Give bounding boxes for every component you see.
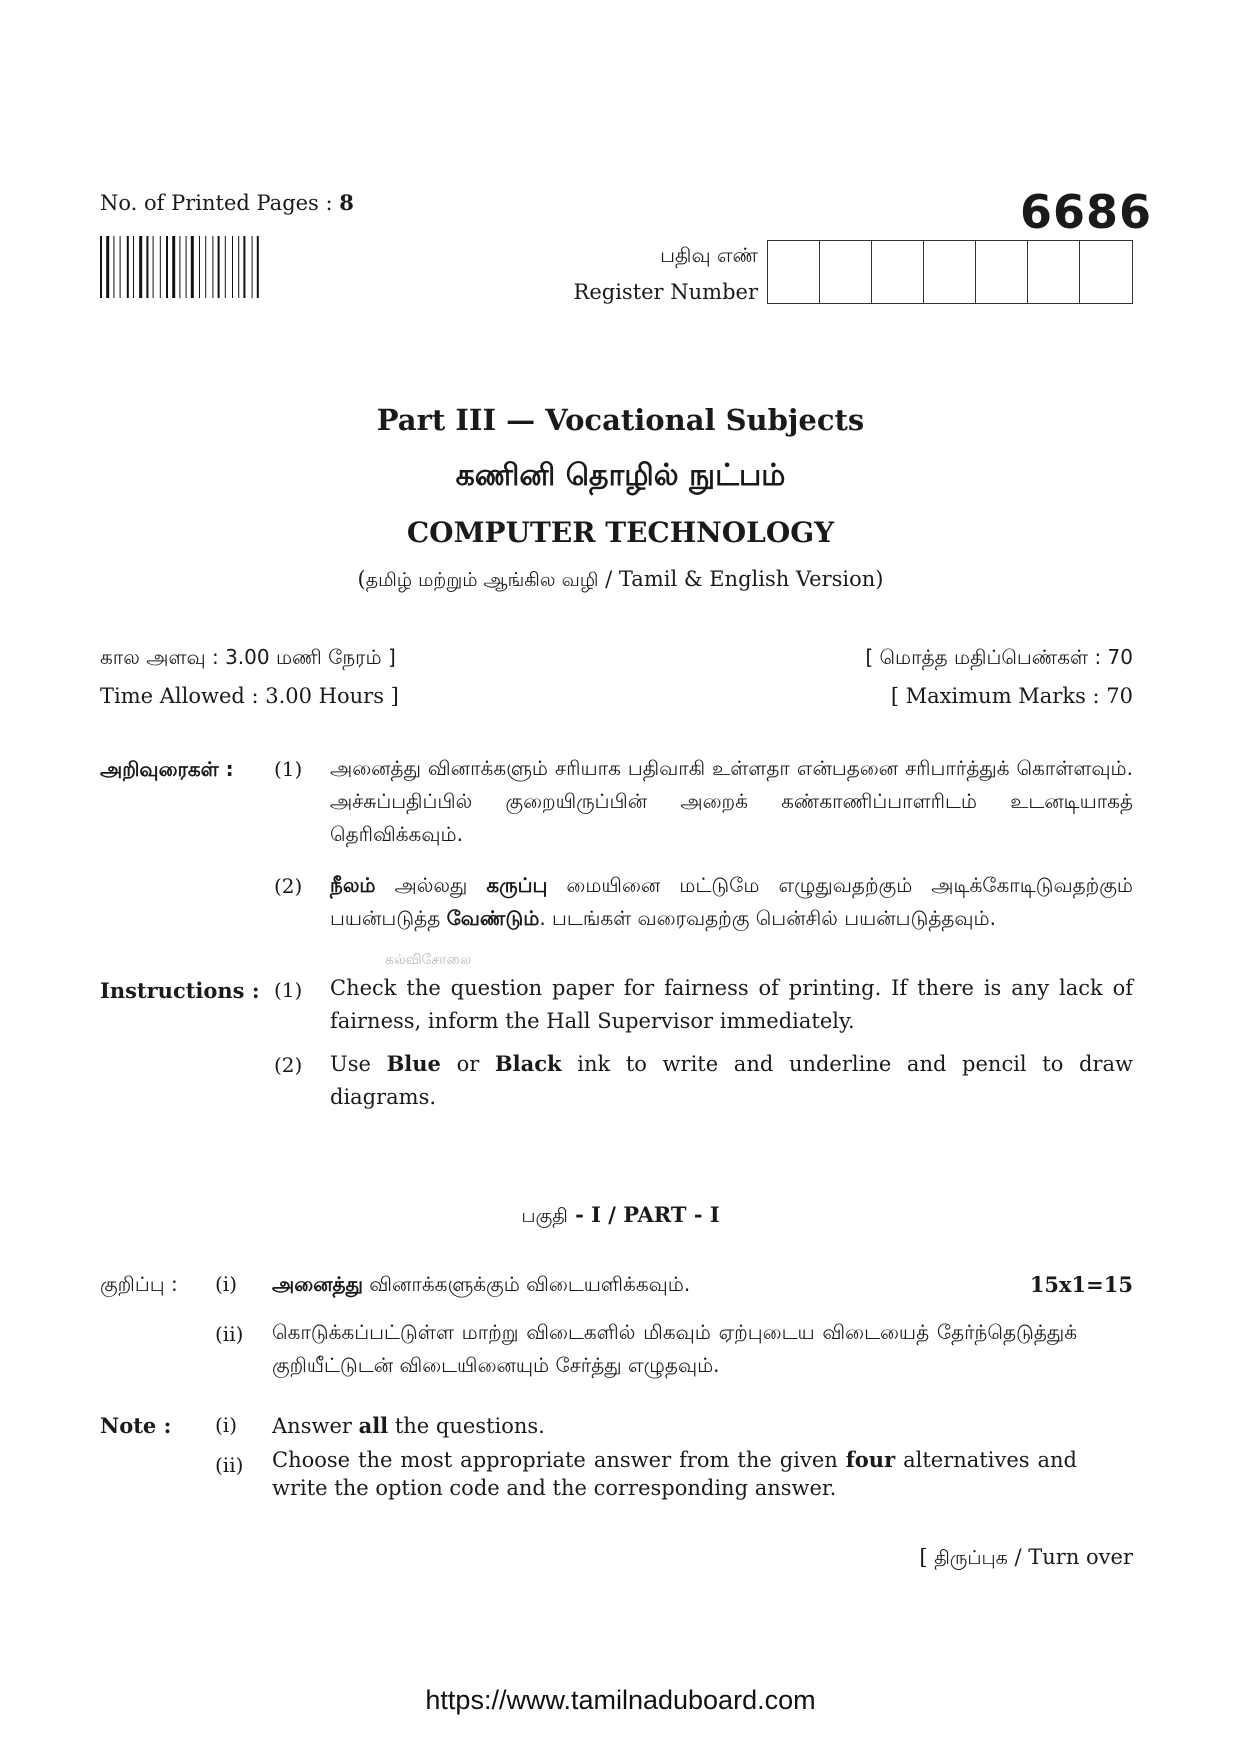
turn-over-tamil: திருப்புக [934,1547,1008,1569]
note-text-tamil: கொடுக்கப்பட்டுள்ள மாற்று விடைகளில் மிகவும் ஏற்புடைய விடையைத் தேர்ந்தெடுத்துக் குறியீட்டுடன் விடையினையும் சேர்த்து எழுதவும். [272,1320,1077,1377]
text-segment: அல்லது [375,873,487,897]
note-number: (ii) [215,1322,244,1346]
instruction-text-tamil [330,869,1133,935]
section-heading-english: - I / PART - I [567,1202,720,1227]
register-digit-box[interactable] [820,241,872,303]
note-number: (ii) [215,1453,244,1477]
text-segment: or [440,1052,495,1076]
register-digit-box[interactable] [976,241,1028,303]
note-text-english [272,1446,1077,1502]
instructions-label-english: Instructions : [100,978,260,1003]
emph-blue-tamil: நீலம் [330,873,376,897]
barcode-icon [100,236,315,298]
printed-pages-line [100,190,354,215]
note-number: (i) [215,1413,238,1437]
text-segment: Answer [272,1414,359,1438]
section-heading-tamil: பகுதி [521,1205,568,1227]
text-segment: the questions. [388,1414,545,1438]
emph-black: Black [494,1051,562,1076]
turn-over-note [700,1545,1133,1572]
emph-must-tamil: வேண்டும் [446,906,540,930]
register-label-tamil: பதிவு எண் [660,243,758,267]
text-segment: [ [919,1545,935,1569]
note-text-tamil [272,1272,690,1299]
emph-black-tamil: கருப்பு [486,873,548,897]
instruction-number: (1) [274,757,303,781]
instruction-number: (1) [274,978,303,1002]
version-open: ( [357,567,366,591]
instruction-text-english: Check the question paper for fairness of printing. If there is any lack of fairness, inform the Hall Supervisor immediately. [330,976,1133,1033]
part-title: Part III — Vocational Subjects [376,403,865,437]
emph-all-tamil: அனைத்து [272,1272,363,1296]
text-segment: . படங்கள் வரைவதற்கு பென்சில் பயன்படுத்தவும். [539,906,997,930]
text-segment: alternatives and write the option code and the corresponding answer. [272,1448,1077,1500]
version-english: / Tamil & English Version) [598,567,884,591]
instruction-text-tamil: அனைத்து வினாக்களும் சரியாக பதிவாகி உள்ளதா என்பதனை சரிபார்த்துக் கொள்ளவும். அச்சுப்பதிப்பில் குறையிருப்பின் அறைக் கண்காணிப்பாளரிடம் உடனடியாகத் தெரிவிக்கவும். [330,756,1133,846]
time-allowed-english: Time Allowed : 3.00 Hours ] [100,684,399,708]
turn-over-english: / Turn over [1007,1545,1133,1569]
note-text-english [272,1413,545,1438]
note-number: (i) [215,1272,238,1296]
register-digit-box[interactable] [1080,241,1132,303]
note-label-english: Note : [100,1413,172,1438]
text-segment: வினாக்களுக்கும் விடையளிக்கவும். [362,1272,691,1296]
text-segment: Choose the most appropriate answer from the given [272,1448,846,1472]
register-label-english: Register Number [573,280,758,304]
text-segment: ink to write and underline and pencil to draw diagrams. [330,1052,1133,1109]
register-digit-box[interactable] [768,241,820,303]
instruction-number: (2) [274,874,303,898]
register-digit-box[interactable] [1028,241,1080,303]
text-segment: Use [330,1052,387,1076]
subject-title-english: COMPUTER TECHNOLOGY [406,516,835,549]
subject-title-tamil: கணினி தொழில் நுட்பம் [455,458,786,493]
text-segment: மையினை மட்டுமே எழுதுவதற்கும் அடிக்கோடிடுவதற்கும் பயன்படுத்த [330,873,1133,930]
note-label-tamil: குறிப்பு : [100,1272,178,1296]
printed-pages-label: No. of Printed Pages : [100,191,333,215]
emph-four: four [845,1447,896,1472]
paper-code: 6686 [1020,185,1153,239]
max-marks-tamil: [ மொத்த மதிப்பெண்கள் : 70 [865,645,1133,669]
section-heading [0,1202,1241,1230]
watermark-text: கல்விசோலை [385,952,472,968]
version-tamil: தமிழ் மற்றும் ஆங்கில வழி [365,569,599,591]
instruction-text-english [330,1047,1133,1114]
footer-url[interactable]: https://www.tamilnaduboard.com [425,1685,816,1715]
instruction-number: (2) [274,1053,303,1077]
register-number-boxes[interactable] [767,240,1133,304]
register-digit-box[interactable] [924,241,976,303]
emph-all: all [358,1413,389,1438]
register-digit-box[interactable] [872,241,924,303]
version-line [0,567,1241,594]
emph-blue: Blue [386,1051,441,1076]
printed-pages-value: 8 [339,190,354,215]
time-allowed-tamil: கால அளவு : 3.00 மணி நேரம் ] [100,645,396,669]
marks-allocation: 15x1=15 [1029,1272,1133,1297]
instructions-label-tamil: அறிவுரைகள் : [100,757,234,781]
max-marks-english: [ Maximum Marks : 70 [890,684,1133,708]
